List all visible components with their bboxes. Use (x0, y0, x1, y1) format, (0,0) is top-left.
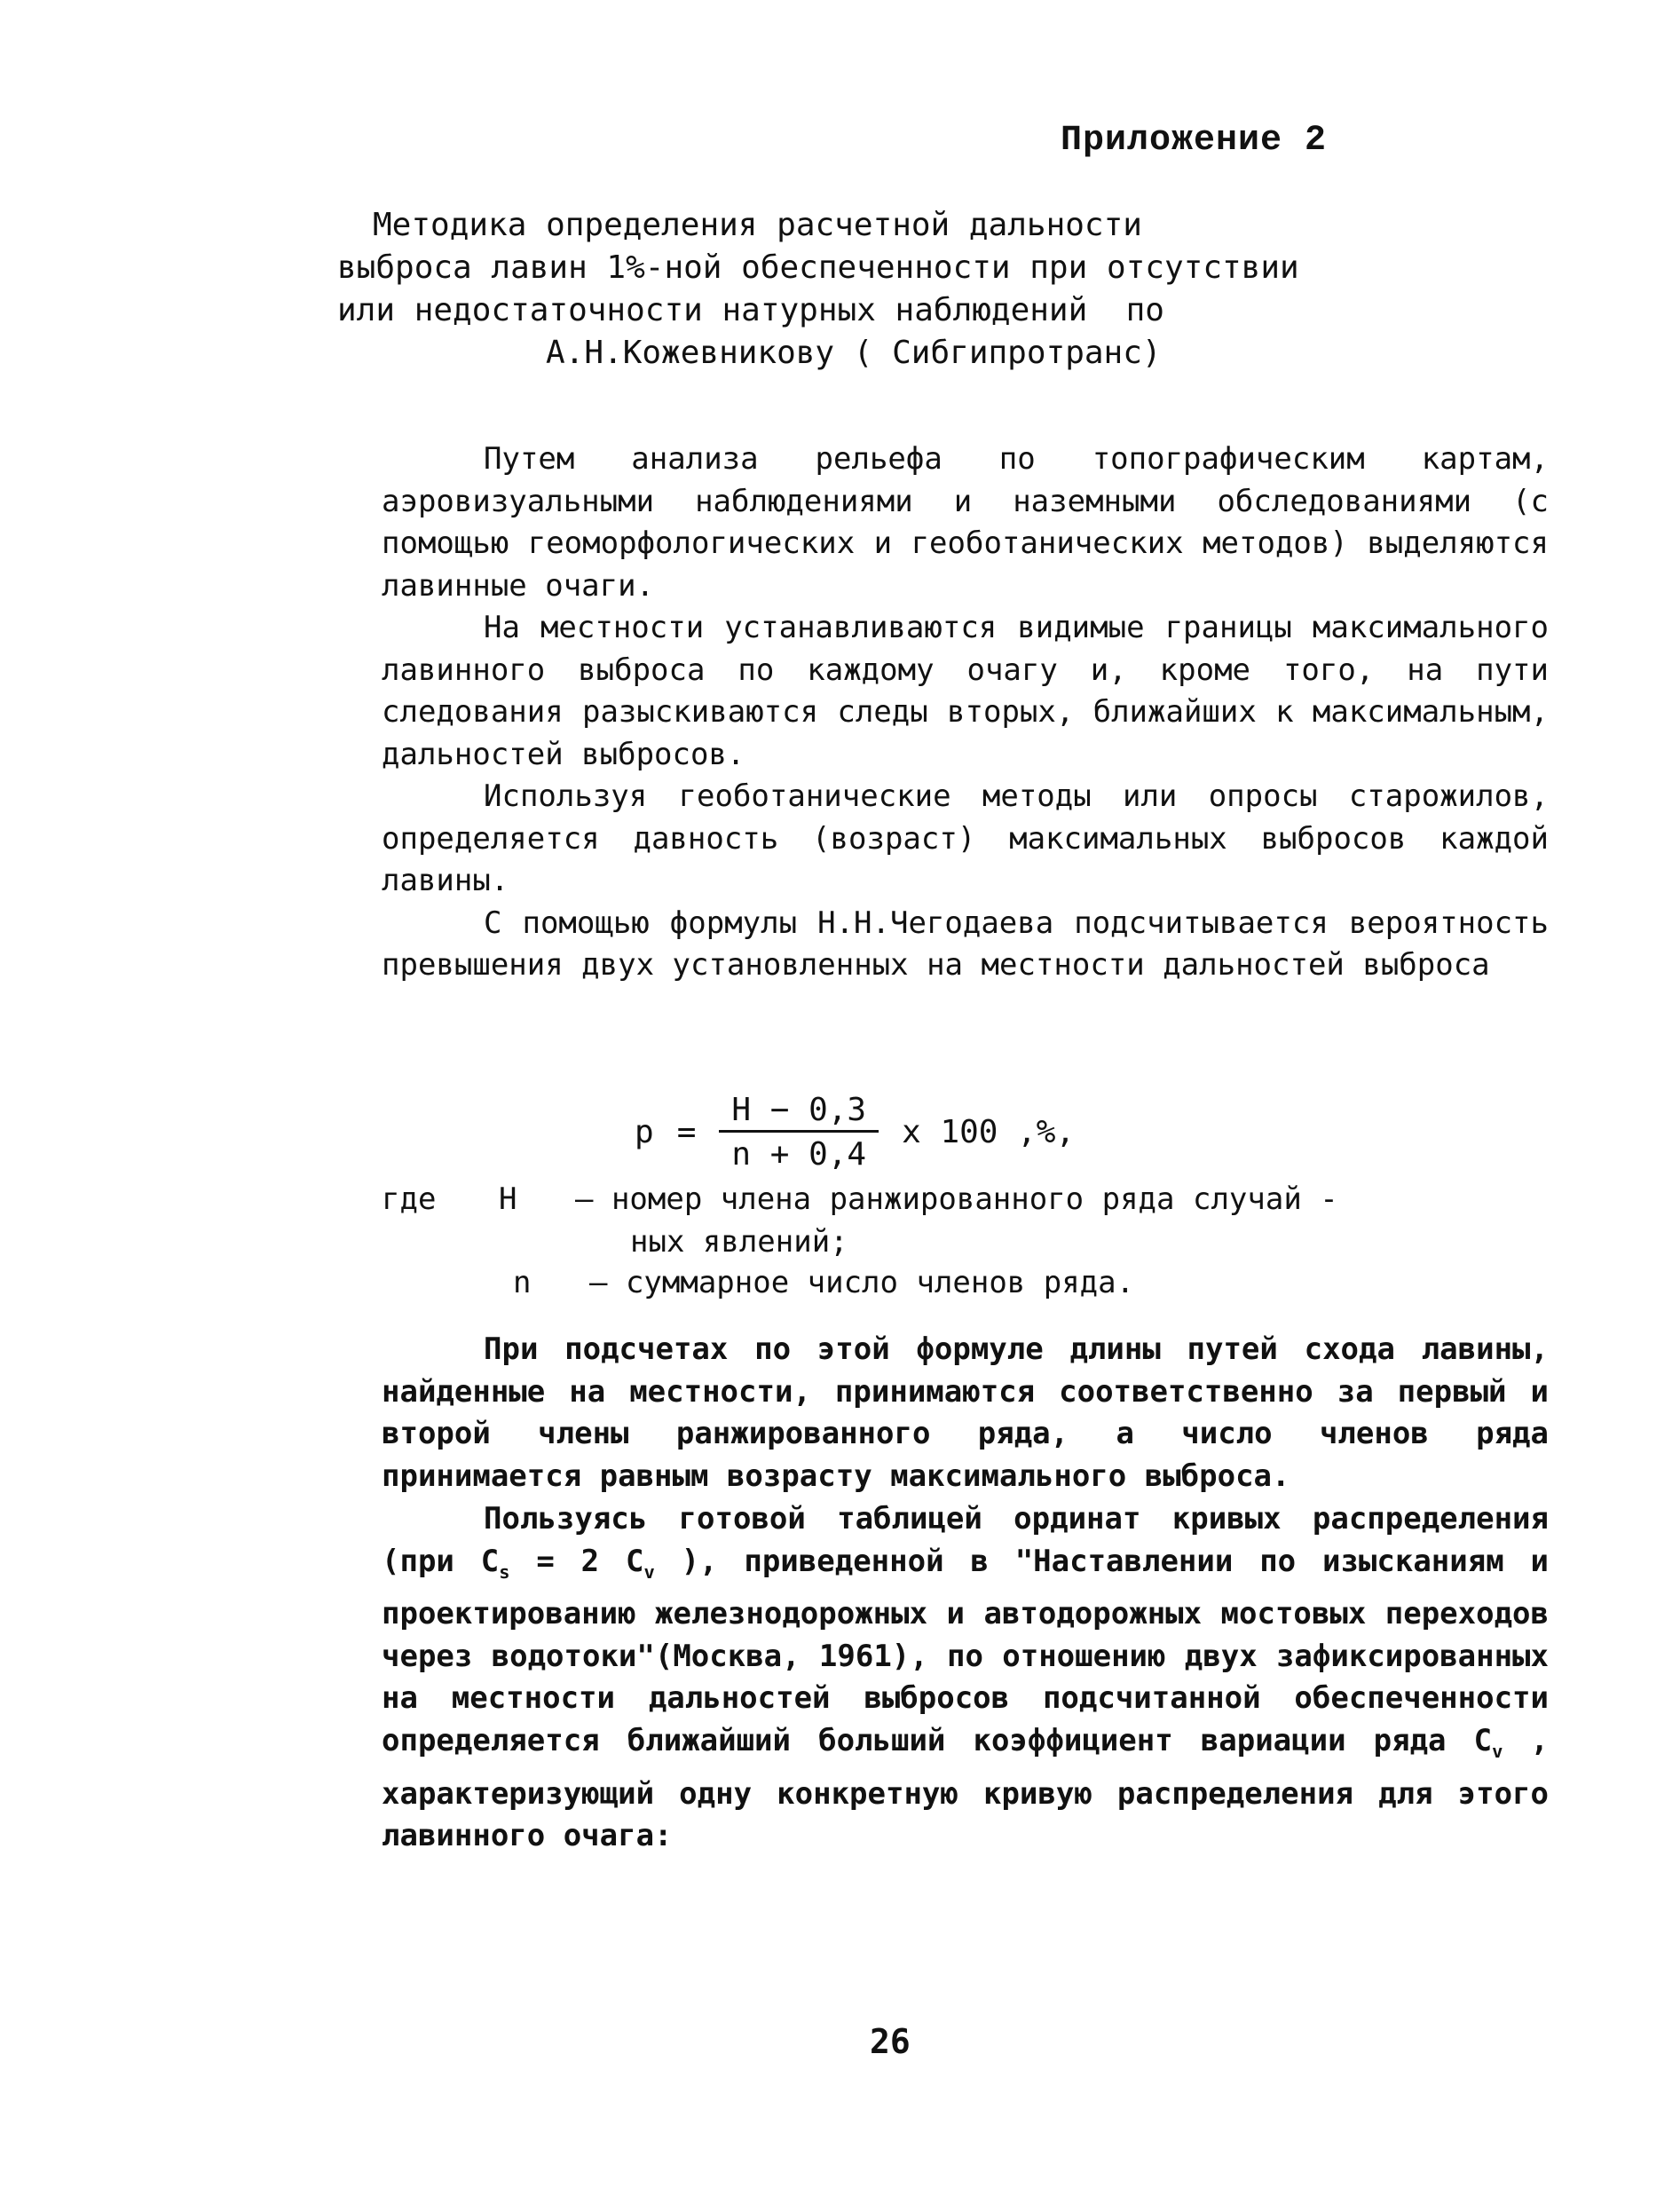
document-title (337, 204, 1526, 375)
title-line: или недостаточности натурных наблюдений по (337, 292, 1164, 328)
where-h (382, 1179, 1338, 1263)
paragraph: Путем анализа рельефа по топографическим картам, аэровизуальными наблюдениями и наземными обследованиями (с помощью геоморфологических и геоботанических методов) выделяются лавинные очаги. (382, 441, 1549, 604)
paragraph: При подсчетах по этой формуле длины путей схода лавины, найденные на местности, принимаются соответственно за первый и второй члены ранжированного ряда, а число членов ряда принимается равным возрасту максимального выброса. (382, 1331, 1549, 1495)
n-description: – суммарное число членов ряда. (589, 1265, 1135, 1300)
body-text-bold (382, 1329, 1549, 1858)
formula-equals: = (676, 1114, 697, 1150)
n-symbol: n (513, 1265, 532, 1300)
title-line: Методика определения расчетной дальности (373, 207, 1142, 243)
h-description-cont: ных явлений; (630, 1223, 848, 1260)
formula-numerator: Н − 0,3 (719, 1092, 879, 1133)
paragraph: На местности устанавливаются видимые границы максимального лавинного выброса по каждому очагу и, кроме того, на пути следования разыскиваются следы вторых, ближайших к максимальным, дальностей выбросов. (382, 610, 1549, 772)
formula-lhs: р (635, 1114, 654, 1150)
h-symbol: Н (499, 1181, 517, 1217)
paragraph: Используя геоботанические методы или опросы старожилов, определяется давность (возраст) максимальных выбросов каждой лавины. (382, 778, 1549, 898)
where-word: где (382, 1181, 437, 1217)
page-number: 26 (870, 2022, 911, 2061)
probability-formula (635, 1092, 1075, 1173)
formula-rhs: х 100 ,%, (902, 1114, 1076, 1150)
formula-denominator: n + 0,4 (731, 1136, 867, 1173)
title-line: выброса лавин 1%-ной обеспеченности при отсутствии (337, 249, 1299, 286)
paragraph: Пользуясь готовой таблицей ординат кривых распределения (при $C_s = 2$ $C_v$ ), приведенной в "Наставлении по изысканиям и проектированию железнодорожных и автодорожных мостовых переходов через водотоки"(Москва, 1961), по отношению двух зафиксированных на местности дальностей выбросов подсчитанной обеспеченности определяется ближайший больший коэффициент вариации ряда $C_v$ , характеризующий одну конкретную кривую распределения для этого лавинного очага: (382, 1500, 1549, 1854)
h-description: – номер члена ранжированного ряда случай - (575, 1181, 1338, 1217)
body-text (382, 438, 1549, 987)
paragraph: С помощью формулы Н.Н.Чегодаева подсчитывается вероятность превышения двух установленных на местности дальностей выброса (382, 905, 1549, 983)
title-line: А.Н.Кожевникову ( Сибгипротранс) (546, 335, 1162, 371)
appendix-label: Приложение 2 (1061, 121, 1328, 161)
where-n (382, 1262, 1134, 1305)
formula-fraction (719, 1092, 879, 1173)
